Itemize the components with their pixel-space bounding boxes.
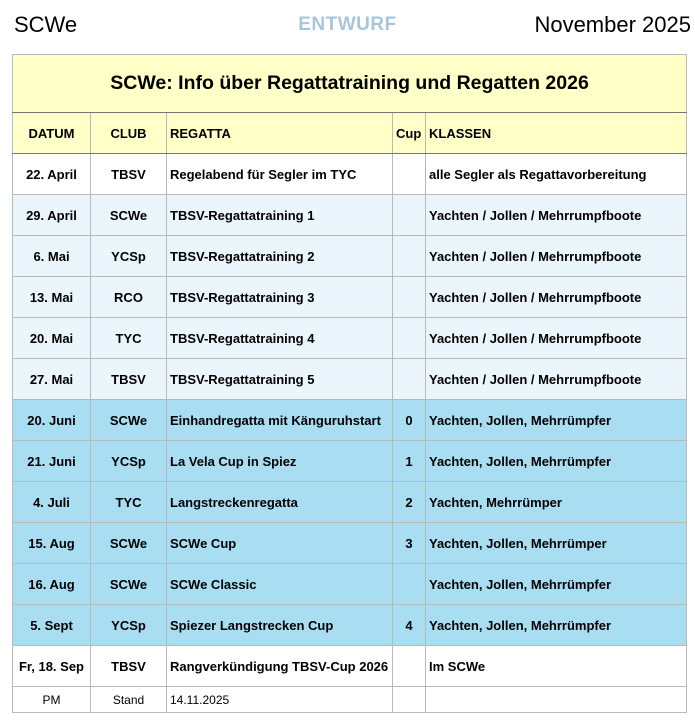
cell-klassen: Yachten / Jollen / Mehrrumpfboote xyxy=(426,318,687,359)
cell-club: TBSV xyxy=(91,359,167,400)
cell-klassen: Yachten, Jollen, Mehrrümpfer xyxy=(426,400,687,441)
cell-datum: 27. Mai xyxy=(13,359,91,400)
table-row xyxy=(13,277,687,318)
cell-regatta: TBSV-Regattatraining 1 xyxy=(167,195,393,236)
cell-klassen: Yachten / Jollen / Mehrrumpfboote xyxy=(426,195,687,236)
table-row xyxy=(13,318,687,359)
cell-club: SCWe xyxy=(91,195,167,236)
cell-klassen: Yachten, Jollen, Mehrrümpfer xyxy=(426,605,687,646)
column-header-cup: Cup xyxy=(393,113,426,154)
footer-row xyxy=(13,687,687,713)
cell-club: YCSp xyxy=(91,236,167,277)
table-row xyxy=(13,400,687,441)
cell-regatta: TBSV-Regattatraining 4 xyxy=(167,318,393,359)
table-row xyxy=(13,195,687,236)
cell-datum: 5. Sept xyxy=(13,605,91,646)
cell-cup: 2 xyxy=(393,482,426,523)
cell-datum: 20. Juni xyxy=(13,400,91,441)
cell-regatta: La Vela Cup in Spiez xyxy=(167,441,393,482)
footer-author: PM xyxy=(13,687,91,713)
cell-datum: 22. April xyxy=(13,154,91,195)
table-row xyxy=(13,482,687,523)
cell-cup xyxy=(393,359,426,400)
cell-cup: 4 xyxy=(393,605,426,646)
cell-club: YCSp xyxy=(91,441,167,482)
header-left-club: SCWe xyxy=(14,12,78,37)
table-row xyxy=(13,154,687,195)
footer-empty-klassen xyxy=(426,687,687,713)
cell-klassen: Yachten, Mehrrümper xyxy=(426,482,687,523)
cell-datum: Fr, 18. Sep xyxy=(13,646,91,687)
cell-club: TBSV xyxy=(91,646,167,687)
regatta-schedule-table xyxy=(12,54,687,713)
cell-club: SCWe xyxy=(91,523,167,564)
column-header-klassen: KLASSEN xyxy=(426,113,687,154)
cell-club: TYC xyxy=(91,482,167,523)
cell-regatta: Spiezer Langstrecken Cup xyxy=(167,605,393,646)
cell-regatta: Rangverkündigung TBSV-Cup 2026 xyxy=(167,646,393,687)
cell-klassen: Im SCWe xyxy=(426,646,687,687)
table-row xyxy=(13,523,687,564)
cell-cup xyxy=(393,564,426,605)
draft-watermark: ENTWURF xyxy=(298,14,397,35)
cell-club: SCWe xyxy=(91,400,167,441)
cell-cup: 0 xyxy=(393,400,426,441)
cell-club: RCO xyxy=(91,277,167,318)
cell-regatta: SCWe Cup xyxy=(167,523,393,564)
table-row xyxy=(13,564,687,605)
cell-cup xyxy=(393,646,426,687)
cell-cup xyxy=(393,195,426,236)
cell-datum: 21. Juni xyxy=(13,441,91,482)
cell-datum: 15. Aug xyxy=(13,523,91,564)
column-header-club: CLUB xyxy=(91,113,167,154)
cell-datum: 16. Aug xyxy=(13,564,91,605)
column-header-regatta: REGATTA xyxy=(167,113,393,154)
footer-stand-label: Stand xyxy=(91,687,167,713)
footer-empty-cup xyxy=(393,687,426,713)
cell-regatta: Langstreckenregatta xyxy=(167,482,393,523)
cell-regatta: TBSV-Regattatraining 3 xyxy=(167,277,393,318)
table-row xyxy=(13,441,687,482)
cell-club: SCWe xyxy=(91,564,167,605)
table-row xyxy=(13,605,687,646)
column-header-datum: DATUM xyxy=(13,113,91,154)
cell-klassen: Yachten / Jollen / Mehrrumpfboote xyxy=(426,236,687,277)
cell-klassen: alle Segler als Regattavorbereitung xyxy=(426,154,687,195)
cell-cup xyxy=(393,318,426,359)
cell-klassen: Yachten / Jollen / Mehrrumpfboote xyxy=(426,359,687,400)
cell-klassen: Yachten, Jollen, Mehrrümper xyxy=(426,523,687,564)
cell-club: TYC xyxy=(91,318,167,359)
cell-cup xyxy=(393,154,426,195)
cell-datum: 6. Mai xyxy=(13,236,91,277)
cell-klassen: Yachten, Jollen, Mehrrümpfer xyxy=(426,441,687,482)
cell-cup: 3 xyxy=(393,523,426,564)
cell-cup: 1 xyxy=(393,441,426,482)
column-header-row xyxy=(13,113,687,154)
table-title-row xyxy=(13,55,687,113)
cell-regatta: SCWe Classic xyxy=(167,564,393,605)
cell-datum: 13. Mai xyxy=(13,277,91,318)
cell-club: YCSp xyxy=(91,605,167,646)
cell-datum: 4. Juli xyxy=(13,482,91,523)
cell-cup xyxy=(393,277,426,318)
table-row xyxy=(13,236,687,277)
cell-club: TBSV xyxy=(91,154,167,195)
table-row xyxy=(13,359,687,400)
cell-datum: 20. Mai xyxy=(13,318,91,359)
footer-stand-date: 14.11.2025 xyxy=(167,687,393,713)
cell-regatta: Regelabend für Segler im TYC xyxy=(167,154,393,195)
cell-cup xyxy=(393,236,426,277)
cell-regatta: TBSV-Regattatraining 2 xyxy=(167,236,393,277)
cell-klassen: Yachten / Jollen / Mehrrumpfboote xyxy=(426,277,687,318)
table-row xyxy=(13,646,687,687)
table-title: SCWe: Info über Regattatraining und Regatten 2026 xyxy=(13,55,687,113)
header-right-date: November 2025 xyxy=(534,12,691,37)
cell-datum: 29. April xyxy=(13,195,91,236)
cell-klassen: Yachten, Jollen, Mehrrümpfer xyxy=(426,564,687,605)
cell-regatta: Einhandregatta mit Känguruhstart xyxy=(167,400,393,441)
cell-regatta: TBSV-Regattatraining 5 xyxy=(167,359,393,400)
